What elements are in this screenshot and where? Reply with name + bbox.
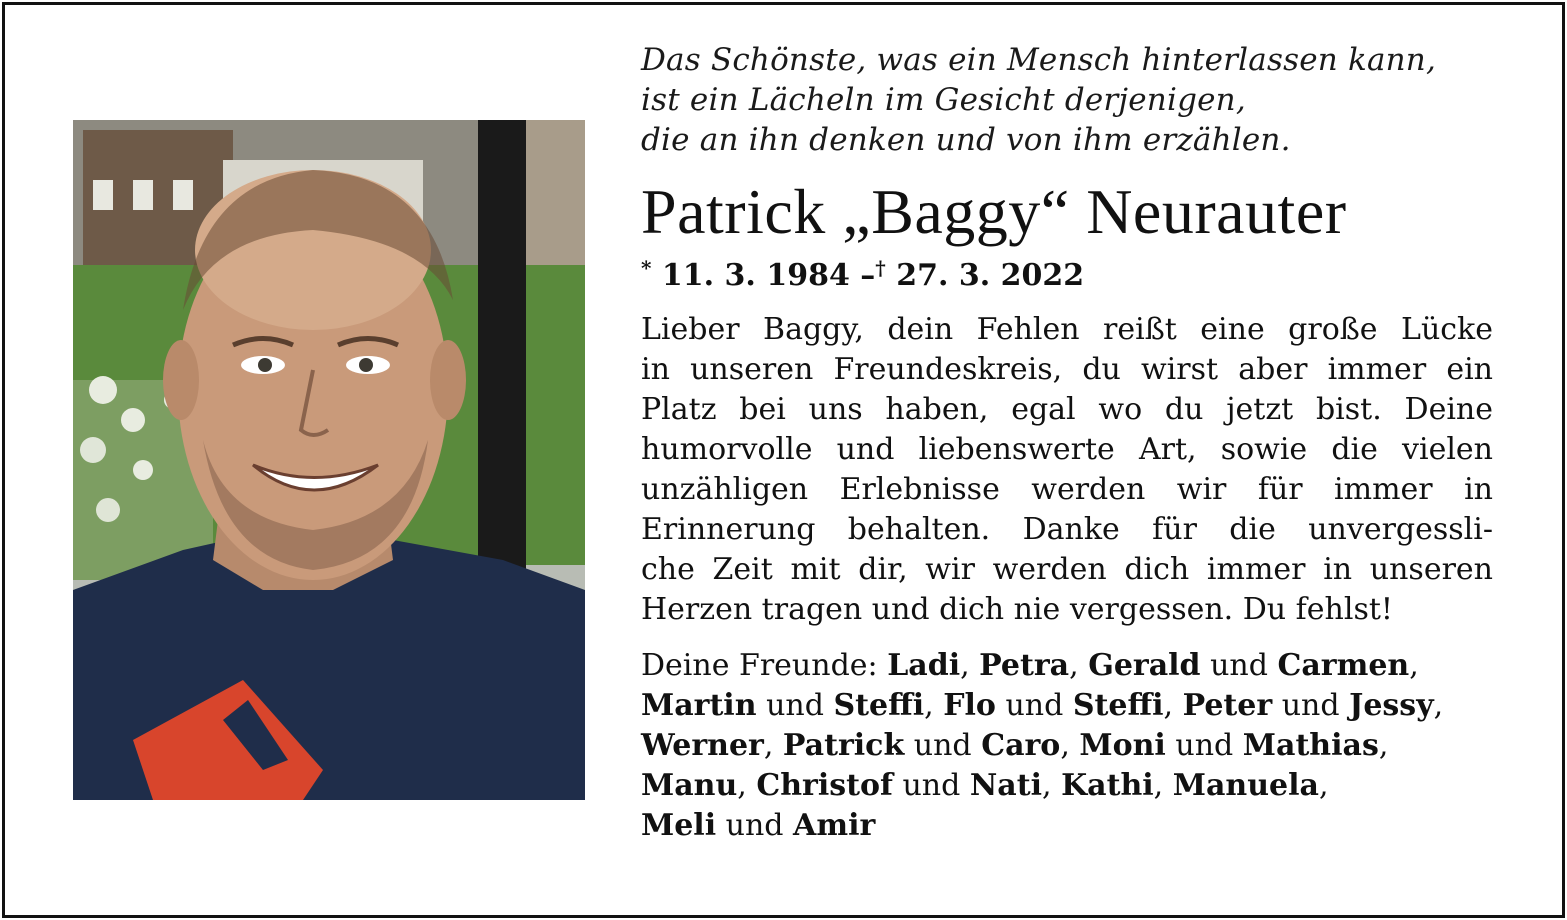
obituary-text-column bbox=[641, 40, 1496, 846]
friend-name: Gerald bbox=[1088, 648, 1201, 683]
friends-line: Manu, Christof und Nati, Kathi, Manuela, bbox=[641, 768, 1329, 803]
conjunction: und bbox=[766, 688, 824, 723]
birth-symbol: * bbox=[641, 256, 652, 280]
conjunction: und bbox=[1281, 688, 1340, 723]
friends-line: Deine Freunde: Ladi, Petra, Gerald und Carmen, bbox=[641, 648, 1419, 683]
friend-name: Werner bbox=[641, 728, 764, 763]
friend-name: Meli bbox=[641, 808, 717, 843]
quote-line: ist ein Lächeln im Gesicht derjenigen, bbox=[641, 82, 1246, 118]
quote-line: die an ihn denken und von ihm erzählen. bbox=[641, 122, 1291, 158]
message-line: Herzen tragen und dich nie vergessen. Du fehlst! bbox=[641, 592, 1393, 627]
friend-name: Carmen bbox=[1277, 648, 1410, 683]
portrait-illustration bbox=[73, 120, 585, 800]
friends-line: Werner, Patrick und Caro, Moni und Mathias, bbox=[641, 728, 1389, 763]
friend-name: Nati bbox=[969, 768, 1042, 803]
conjunction: und bbox=[913, 728, 972, 763]
friend-name: Martin bbox=[641, 688, 757, 723]
conjunction: und bbox=[1175, 728, 1234, 763]
message-line: unzähligen Erlebnisse werden wir für immer in bbox=[641, 472, 1493, 507]
message-line: Lieber Baggy, dein Fehlen reißt eine große Lücke bbox=[641, 312, 1493, 347]
portrait-photo bbox=[73, 120, 585, 800]
friend-name: Manu bbox=[641, 768, 738, 803]
birth-date: 11. 3. 1984 bbox=[661, 258, 850, 293]
memorial-message bbox=[641, 310, 1496, 630]
conjunction: und bbox=[1005, 688, 1064, 723]
quote-line: Das Schönste, was ein Mensch hinterlassen kann, bbox=[641, 42, 1437, 78]
memorial-quote bbox=[641, 40, 1496, 160]
conjunction: und bbox=[725, 808, 784, 843]
deceased-name: Patrick „Baggy“ Neurauter bbox=[641, 176, 1347, 247]
conjunction: und bbox=[1210, 648, 1268, 683]
conjunction: und bbox=[902, 768, 961, 803]
friend-name: Amir bbox=[793, 808, 876, 843]
friend-name: Ladi bbox=[887, 648, 961, 683]
death-symbol: † bbox=[875, 256, 886, 280]
friends-line bbox=[641, 806, 1496, 846]
friend-name: Caro bbox=[981, 728, 1061, 763]
friend-name: Kathi bbox=[1061, 768, 1154, 803]
friend-name: Steffi bbox=[833, 688, 925, 723]
friend-name: Manuela bbox=[1172, 768, 1319, 803]
message-line: in unseren Freundeskreis, du wirst aber immer ein bbox=[641, 352, 1493, 387]
friend-name: Christof bbox=[756, 768, 893, 803]
friends-line: Martin und Steffi, Flo und Steffi, Peter und Jessy, bbox=[641, 688, 1444, 723]
death-date: 27. 3. 2022 bbox=[896, 258, 1085, 293]
friend-name: Petra bbox=[979, 648, 1070, 683]
friend-name: Patrick bbox=[782, 728, 905, 763]
friend-name: Flo bbox=[943, 688, 996, 723]
message-line: humorvolle und liebenswerte Art, sowie die vielen bbox=[641, 432, 1493, 467]
friend-name: Mathias bbox=[1242, 728, 1379, 763]
life-dates bbox=[641, 250, 1496, 294]
friend-name: Peter bbox=[1182, 688, 1273, 723]
date-separator: – bbox=[860, 258, 876, 293]
message-line: Erinnerung behalten. Danke für die unvergessli- bbox=[641, 512, 1493, 547]
friend-name: Steffi bbox=[1072, 688, 1164, 723]
message-line: che Zeit mit dir, wir werden dich immer in unseren bbox=[641, 552, 1493, 587]
friend-name: Moni bbox=[1079, 728, 1166, 763]
message-line: Platz bei uns haben, egal wo du jetzt bist. Deine bbox=[641, 392, 1493, 427]
friends-signature bbox=[641, 646, 1496, 846]
friends-intro: Deine Freunde: bbox=[641, 648, 878, 683]
friend-name: Jessy bbox=[1349, 688, 1434, 723]
